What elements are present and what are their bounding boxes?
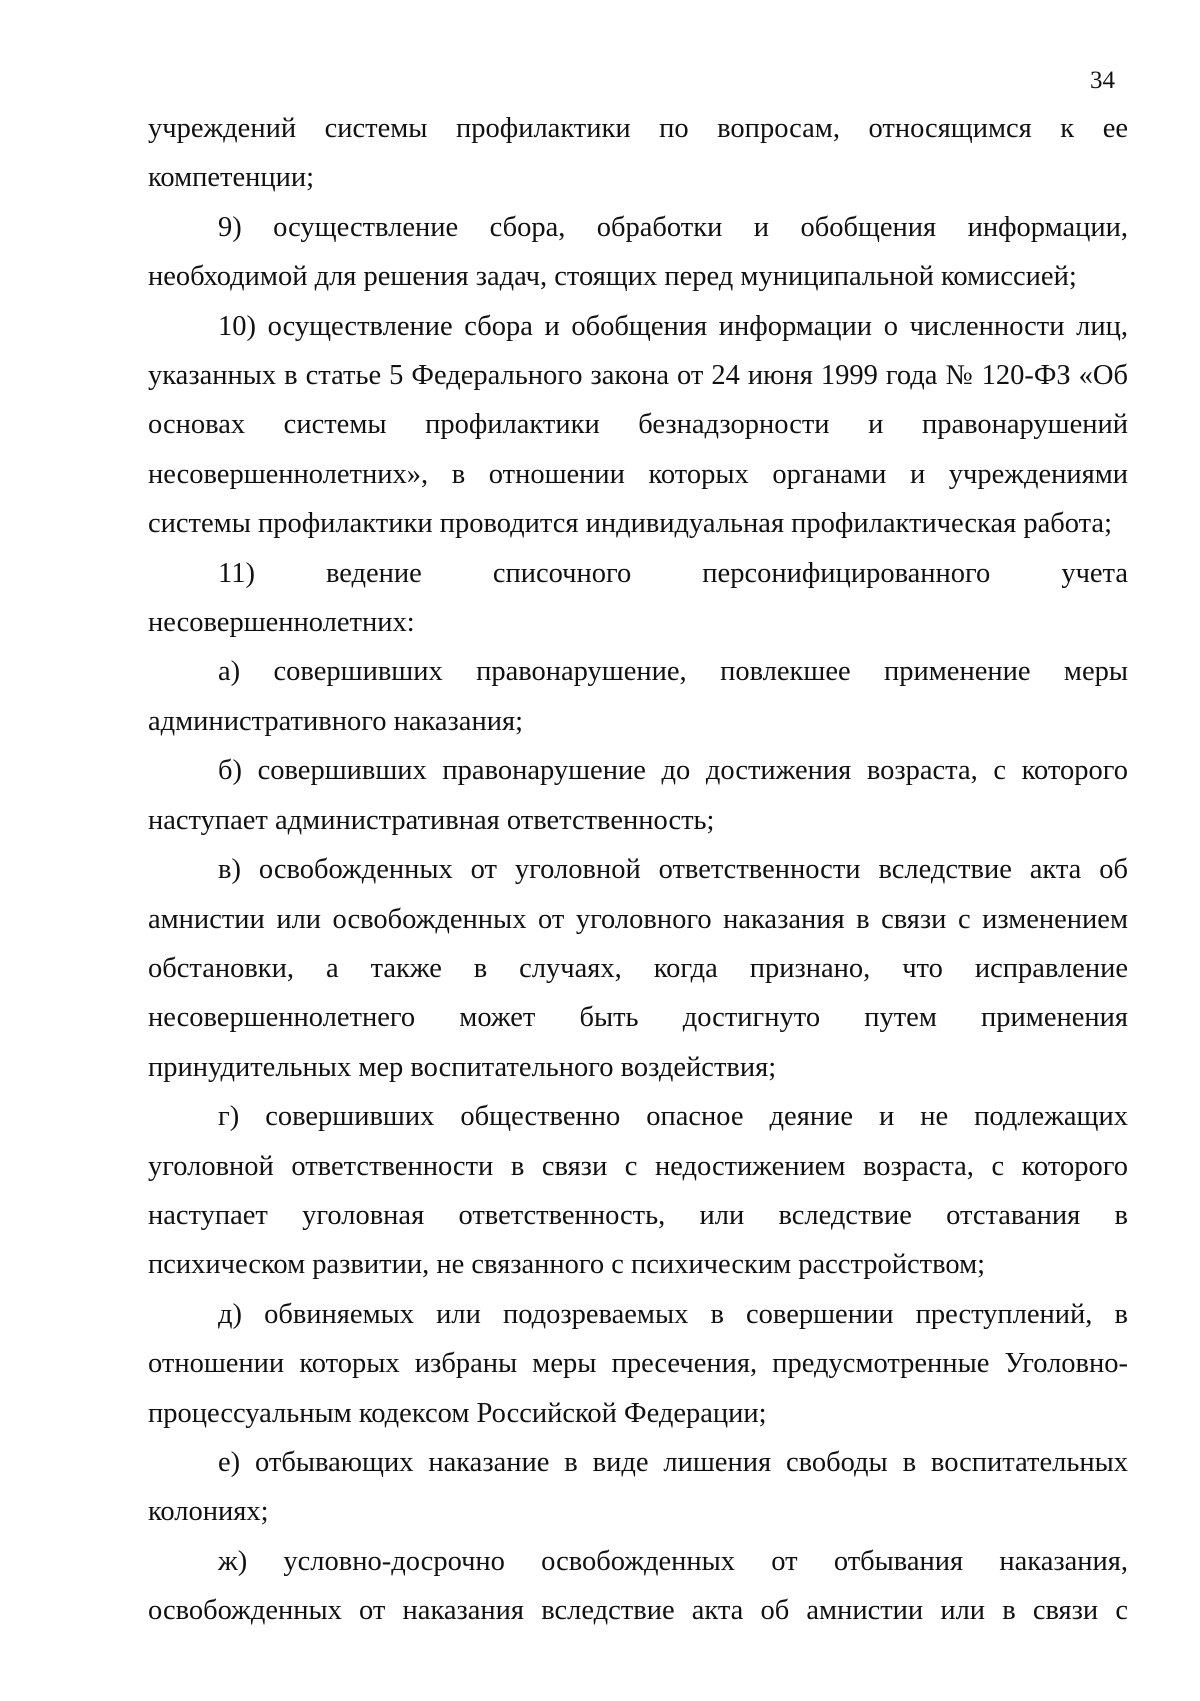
page-number: 34 bbox=[1090, 67, 1115, 94]
paragraph-continuation: учреждений системы профилактики по вопросам, относящимся к ее компетенции; bbox=[148, 113, 1128, 194]
paragraph-item-11: 11) ведение списочного персонифицированного учета несовершеннолетних: bbox=[148, 557, 1128, 639]
paragraph-subitem-d: д) обвиняемых или подозреваемых в совершении преступлений, в отношении которых избраны меры пресечения, предусмотренные Уголовно-процессуальным кодексом Российской Федерации; bbox=[148, 1298, 1128, 1429]
paragraph-subitem-b: б) совершивших правонарушение до достижения возраста, с которого наступает административная ответственность; bbox=[148, 755, 1128, 836]
paragraph-item-9: 9) осуществление сбора, обработки и обобщения информации, необходимой для решения задач, стоящих перед муниципальной комиссией; bbox=[148, 211, 1128, 293]
paragraph-subitem-v: в) освобожденных от уголовной ответственности вследствие акта об амнистии или освобожденных от уголовного наказания в связи с изменением обстановки, а также в случаях, когда признано, что исправление несовершеннолетнего может быть достигнуто путем применения принудительных мер воспитательного воздействия; bbox=[148, 854, 1128, 1083]
paragraph-subitem-zh: ж) условно-досрочно освобожденных от отбывания наказания, освобожденных от наказания вследствие акта об амнистии или в связи с bbox=[148, 1545, 1128, 1627]
paragraph-subitem-g: г) совершивших общественно опасное деяние и не подлежащих уголовной ответственности в связи с недостижением возраста, с которого наступает уголовная ответственность, или вследствие отставания в психическом развитии, не связанного с психическим расстройством; bbox=[148, 1101, 1128, 1281]
paragraph-item-10: 10) осуществление сбора и обобщения информации о численности лиц, указанных в статье 5 Федерального закона от 24 июня 1999 года № 120-ФЗ «Об основах системы профилактики безнадзорности и правонарушений несовершеннолетних», в отношении которых органами и учреждениями системы профилактики проводится индивидуальная профилактическая работа; bbox=[148, 310, 1128, 540]
paragraph-subitem-e: е) отбывающих наказание в виде лишения свободы в воспитательных колониях; bbox=[148, 1446, 1128, 1528]
document-body bbox=[148, 104, 1128, 1636]
paragraph-subitem-a: а) совершивших правонарушение, повлекшее применение меры административного наказания; bbox=[148, 656, 1128, 737]
